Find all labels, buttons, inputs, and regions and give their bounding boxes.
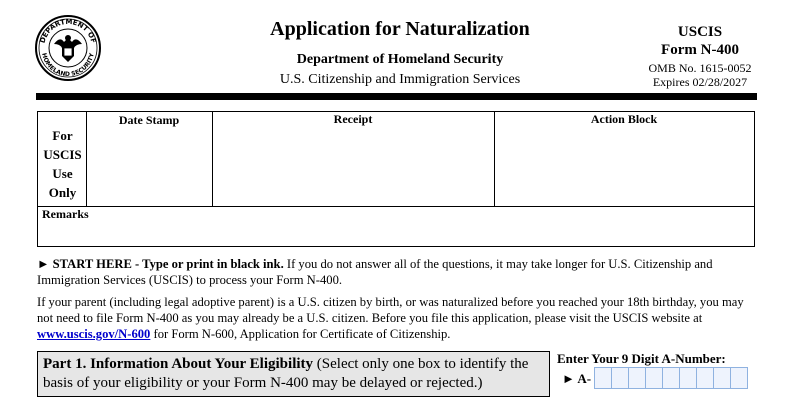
department-name: Department of Homeland Security xyxy=(296,52,504,67)
uscis-office-use-box xyxy=(37,111,755,247)
form-number: Form N-400 xyxy=(661,42,739,58)
date-stamp-header: Date Stamp xyxy=(118,113,180,127)
uscis-n600-link[interactable]: www.uscis.gov/N-600 xyxy=(37,327,151,341)
a-number-digit-field[interactable] xyxy=(730,367,748,389)
part1-title: Part 1. Information About Your Eligibility xyxy=(43,356,314,372)
seal-text-bottom: HOMELAND SECURITY xyxy=(40,52,96,79)
a-number-input[interactable] xyxy=(595,367,748,389)
part1-subtitle: (Select only one box to identify the basis of your eligibility or your Form N-400 may be delayed or rejected.) xyxy=(43,356,529,391)
a-number-digit-field[interactable] xyxy=(662,367,680,389)
agency-name: U.S. Citizenship and Immigration Services xyxy=(279,72,521,87)
seal-text-top: DEPARTMENT OF xyxy=(38,17,98,45)
a-number-digit-field[interactable] xyxy=(611,367,629,389)
action-block-header: Action Block xyxy=(590,112,658,126)
arrow-right-icon: ► xyxy=(37,257,50,271)
for-uscis-use-only-label: For USCIS Use Only xyxy=(43,128,82,200)
a-number-digit-field[interactable] xyxy=(594,367,612,389)
uscis-label: USCIS xyxy=(677,24,723,40)
part1-heading xyxy=(37,351,550,397)
dhs-seal-icon xyxy=(34,14,102,82)
form-title: Application for Naturalization xyxy=(270,18,530,40)
expiration-date: Expires 02/28/2027 xyxy=(652,75,748,89)
receipt-header: Receipt xyxy=(333,112,373,126)
a-number-digit-field[interactable] xyxy=(645,367,663,389)
start-here-text: If you do not answer all of the questions, it may take longer for U.S. Citizenship and Immigration Services (USCIS) to process your Form N-400. xyxy=(37,257,713,287)
a-number-label: Enter Your 9 Digit A-Number: xyxy=(557,351,726,366)
remarks-label: Remarks xyxy=(42,207,89,221)
start-here-instructions xyxy=(37,256,757,288)
a-number-digit-field[interactable] xyxy=(713,367,731,389)
a-number-digit-field[interactable] xyxy=(696,367,714,389)
divider xyxy=(38,206,754,207)
a-number-prefix: ► A- xyxy=(562,371,592,386)
start-here-bold: START HERE - Type or print in black ink. xyxy=(52,257,284,271)
omb-number: OMB No. 1615-0052 xyxy=(648,61,752,75)
header-divider xyxy=(36,93,757,100)
a-number-digit-field[interactable] xyxy=(679,367,697,389)
parent-text-1: If your parent (including legal adoptive parent) is a U.S. citizen by birth, or was naturalized before you reached your 18th birthday, you may not need to file Form N-400 as you may already be a U.S. citizen. Before you file this application, please visit the USCIS website at xyxy=(37,295,744,325)
parent-citizen-instructions xyxy=(37,294,757,342)
a-number-digit-field[interactable] xyxy=(628,367,646,389)
parent-text-2: for Form N-600, Application for Certificate of Citizenship. xyxy=(153,327,451,341)
